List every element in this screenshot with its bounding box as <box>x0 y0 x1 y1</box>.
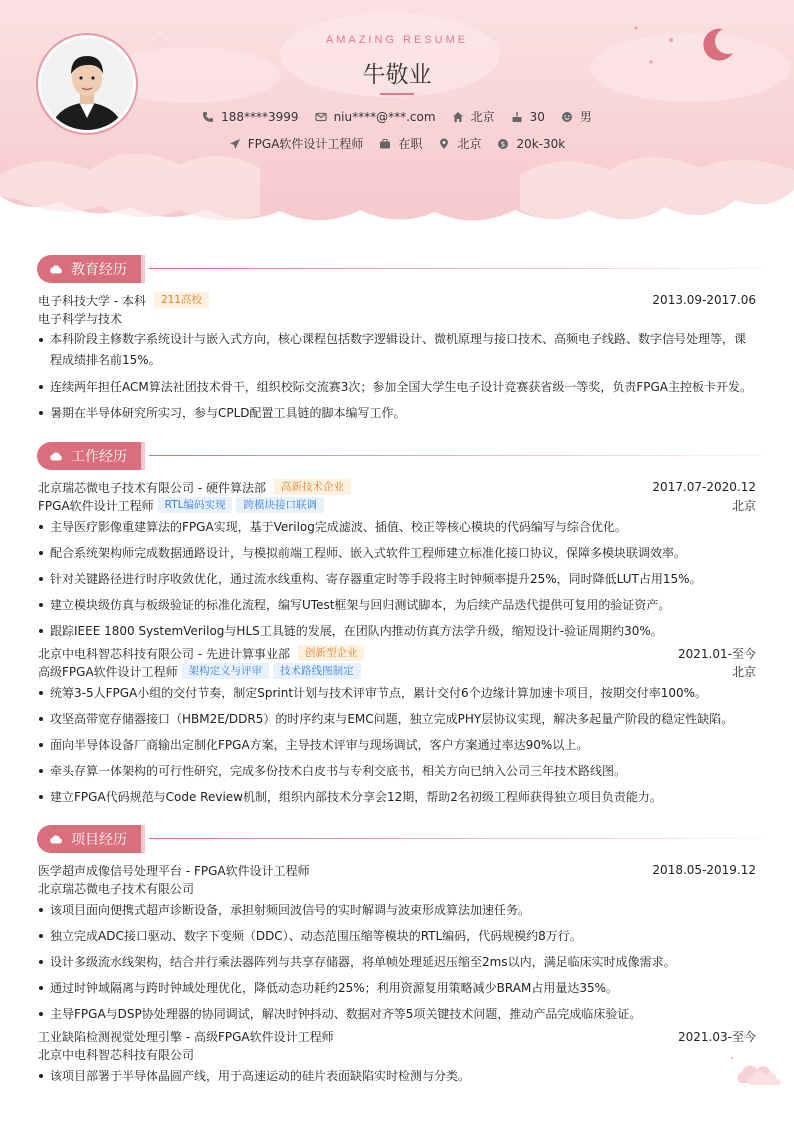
cake-icon <box>511 111 523 123</box>
project-header <box>38 861 756 879</box>
phone-icon <box>202 111 214 123</box>
gender-info <box>561 108 592 125</box>
project-entry-2 <box>38 1027 756 1089</box>
list-item: 独立完成ADC接口驱动、数字下变频（DDC）、动态范围压缩等模块的RTL编码，代码规模约8万行。 <box>38 923 756 949</box>
city: 北京 <box>470 110 495 124</box>
job-city: 北京 <box>731 498 756 513</box>
major: 电子科学与技术 <box>38 311 123 326</box>
list-item: 主导FPGA与DSP协处理器的协同调试，解决时钟抖动、数据对齐等5项关键技术问题，推动产品完成临床验证。 <box>38 1001 756 1027</box>
contact-row <box>0 108 794 125</box>
section-education-title <box>37 253 141 285</box>
job-bullets <box>38 680 756 810</box>
section-pill <box>37 255 141 283</box>
project-title: 医学超声成像信号处理平台 - FPGA软件设计工程师 <box>38 863 310 878</box>
skill-tag: 技术路线图制定 <box>273 663 361 679</box>
section-label: 教育经历 <box>71 262 127 278</box>
list-item: 面向半导体设备厂商输出定制化FPGA方案，主导技术评审与现场调试，客户方案通过率达90%以上。 <box>38 732 756 758</box>
job-date: 2021.01-至今 <box>678 646 756 661</box>
list-item: 统筹3-5人FPGA小组的交付节奏，制定Sprint计划与技术评审节点，累计交付6个边缘计算加速卡项目，按期交付率100%。 <box>38 680 756 706</box>
project-company: 北京瑞芯微电子技术有限公司 <box>38 881 195 896</box>
job-role-row <box>38 662 756 680</box>
education-major-row <box>38 309 756 327</box>
section-divider <box>149 455 765 456</box>
list-item: 本科阶段主修数字系统设计与嵌入式方向，核心课程包括数字逻辑设计、微机原理与接口技术、高频电子线路、数字信号处理等，课程成绩排名前15%。 <box>38 327 756 374</box>
project-bullets <box>38 1063 756 1089</box>
job-header <box>38 644 756 662</box>
smile-icon <box>561 111 573 123</box>
project-title: 工业缺陷检测视觉处理引擎 - 高级FPGA软件设计工程师 <box>38 1029 334 1044</box>
mail-icon <box>315 111 327 123</box>
target-city: 北京 <box>457 137 482 151</box>
job-intent-row <box>0 135 794 152</box>
job-entry-2 <box>38 644 756 810</box>
phone-number: 188****3999 <box>221 109 299 124</box>
list-item: 攻坚高带宽存储器接口（HBM2E/DDR5）的时序约束与EMC问题，独立完成PHY层协议实现，解决多起量产阶段的稳定性缺陷。 <box>38 706 756 732</box>
home-icon <box>452 111 464 123</box>
education-date: 2013.09-2017.06 <box>652 293 756 307</box>
cloud-icon <box>49 451 63 461</box>
job-title: FPGA软件设计工程师 <box>247 137 364 151</box>
list-item: 该项目部署于半导体晶圆产线，用于高速运动的硅片表面缺陷实时检测与分类。 <box>38 1063 756 1089</box>
job-header <box>38 478 756 496</box>
send-icon <box>229 138 241 150</box>
section-work-title <box>37 440 141 472</box>
section-divider <box>149 268 765 269</box>
skill-tag: 跨模块接口联调 <box>236 497 324 513</box>
cloud-icon <box>49 834 63 844</box>
employment-status: 在职 <box>398 137 423 151</box>
job-title-info <box>229 135 364 152</box>
list-item: 该项目面向便携式超声诊断设备，承担射频回波信号的实时解调与波束形成算法加速任务。 <box>38 897 756 923</box>
section-pill <box>37 442 141 470</box>
company-tag: 创新型企业 <box>298 645 365 661</box>
project-company-row <box>38 1045 756 1063</box>
section-label: 工作经历 <box>71 449 127 465</box>
list-item: 跟踪IEEE 1800 SystemVerilog与HLS工具链的发展，在团队内推动仿真方法学升级，缩短设计-验证周期约30%。 <box>38 618 756 644</box>
school-tag: 211高校 <box>154 292 209 308</box>
job-date: 2017.07-2020.12 <box>652 480 756 494</box>
skill-tag: RTL编码实现 <box>158 497 233 513</box>
location-pin-icon <box>438 138 450 150</box>
project-bullets <box>38 897 756 1027</box>
list-item: 通过时钟域隔离与跨时钟域处理优化，降低动态功耗约25%；利用资源复用策略减少BRAM占用量达35%。 <box>38 975 756 1001</box>
project-company: 北京中电科智芯科技有限公司 <box>38 1047 195 1062</box>
job-entry-1 <box>38 478 756 644</box>
section-pill <box>37 825 141 853</box>
list-item: 牵头存算一体架构的可行性研究，完成多份技术白皮书与专利交底书，相关方向已纳入公司三年技术路线图。 <box>38 758 756 784</box>
salary-info <box>497 137 565 151</box>
education-entry <box>38 291 756 426</box>
target-city-info <box>438 135 481 152</box>
list-item: 针对关键路径进行时序收敛优化，通过流水线重构、寄存器重定时等手段将主时钟频率提升25%，同时降低LUT占用15%。 <box>38 566 756 592</box>
decorative-cloud-icon <box>726 1055 786 1091</box>
money-icon <box>497 138 509 150</box>
project-entry-1 <box>38 861 756 1027</box>
candidate-name: 牛敬业 <box>362 62 432 88</box>
section-label: 项目经历 <box>71 832 127 848</box>
list-item: 设计多级流水线架构，结合并行乘法器阵列与共享存储器，将单帧处理延迟压缩至2ms以内，满足临床实时成像需求。 <box>38 949 756 975</box>
job-bullets <box>38 514 756 644</box>
skill-tag: 架构定义与评审 <box>182 663 270 679</box>
school-degree: 电子科技大学 - 本科 <box>38 293 146 308</box>
company-department: 北京中电科智芯科技有限公司 - 先进计算事业部 <box>38 646 290 661</box>
list-item: 连续两年担任ACM算法社团技术骨干，组织校际交流赛3次；参加全国大学生电子设计竞赛获省级一等奖，负责FPGA主控板卡开发。 <box>38 374 756 400</box>
name-underline <box>380 93 414 95</box>
phone-info <box>202 110 298 124</box>
list-item: 建立模块级仿真与板级验证的标准化流程，编写UTest框架与回归测试脚本，为后续产品迭代提供可复用的验证资产。 <box>38 592 756 618</box>
project-header <box>38 1027 756 1045</box>
expected-salary: 20k-30k <box>516 136 566 151</box>
job-city: 北京 <box>731 664 756 679</box>
job-role: 高级FPGA软件设计工程师 <box>38 664 178 679</box>
company-tag: 高新技术企业 <box>274 479 351 495</box>
project-company-row <box>38 879 756 897</box>
svg-text:$: $ <box>501 140 506 149</box>
list-item: 主导医疗影像重建算法的FPGA实现，基于Verilog完成滤波、插值、校正等核心模块的代码编写与综合优化。 <box>38 514 756 540</box>
company-department: 北京瑞芯微电子技术有限公司 - 硬件算法部 <box>38 480 266 495</box>
cloud-icon <box>49 264 63 274</box>
section-divider <box>149 838 765 839</box>
project-date: 2021.03-至今 <box>678 1029 756 1044</box>
age-info <box>511 110 545 124</box>
status-info <box>379 135 422 152</box>
education-header <box>38 291 756 309</box>
age: 30 <box>529 109 545 124</box>
city-info <box>452 108 495 125</box>
email-address: niu****@***.com <box>333 109 436 124</box>
email-info <box>315 110 436 124</box>
list-item: 建立FPGA代码规范与Code Review机制，组织内部技术分享会12期，帮助2名初级工程师获得独立项目负责能力。 <box>38 784 756 810</box>
list-item: 暑期在半导体研究所实习，参与CPLD配置工具链的脚本编写工作。 <box>38 400 756 426</box>
section-project-title <box>37 823 141 855</box>
list-item: 配合系统架构师完成数据通路设计，与模拟前端工程师、嵌入式软件工程师建立标准化接口协议，保障多模块联调效率。 <box>38 540 756 566</box>
education-bullets <box>38 327 756 426</box>
job-role: FPGA软件设计工程师 <box>38 498 154 513</box>
job-role-row <box>38 496 756 514</box>
briefcase-icon <box>379 138 391 150</box>
project-date: 2018.05-2019.12 <box>652 863 756 877</box>
resume-subtitle: AMAZING RESUME <box>325 34 469 46</box>
gender: 男 <box>579 110 592 124</box>
